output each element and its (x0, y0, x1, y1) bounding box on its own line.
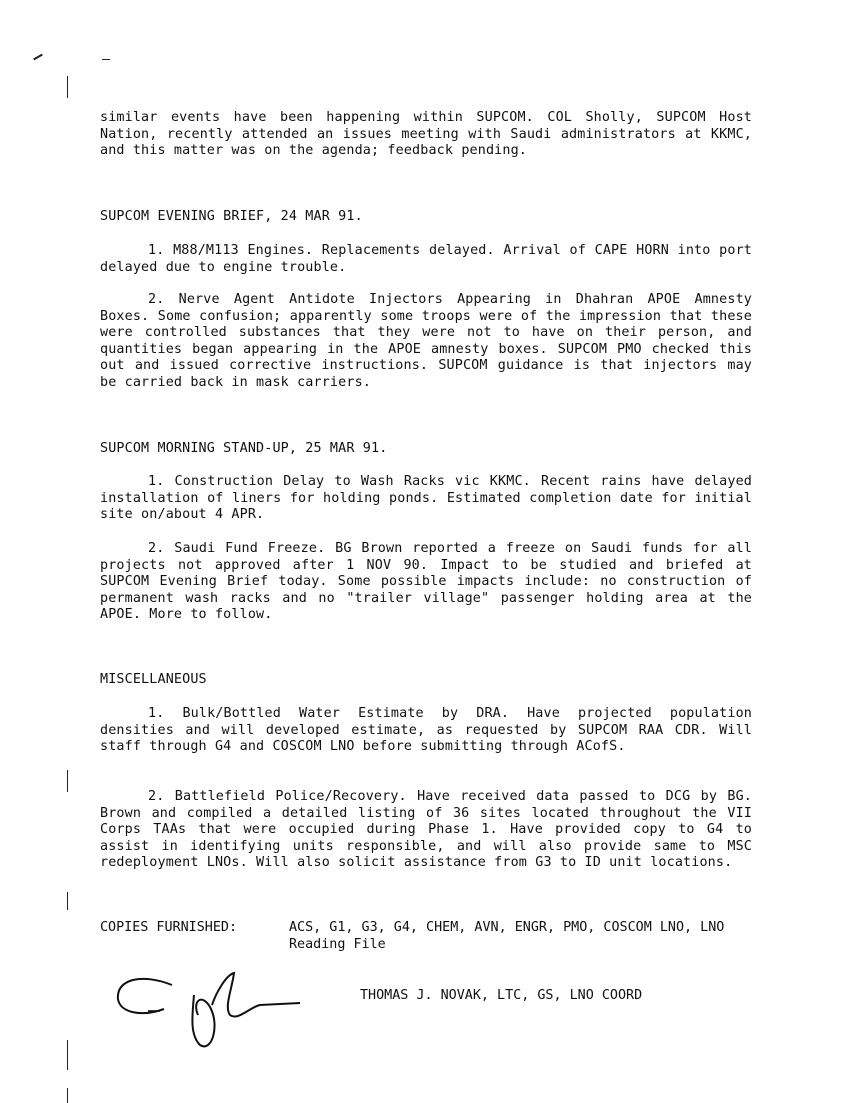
section-heading-morning-standup: SUPCOM MORNING STAND-UP, 25 MAR 91. (100, 441, 388, 456)
scan-mark (33, 54, 43, 61)
paragraph-wash-racks: 1. Construction Delay to Wash Racks vic KKMC. Recent rains have delayed installation of liners for holding ponds. Estimated completion date for initial site on/about 4 APR. (100, 474, 752, 523)
paragraph-engines: 1. M88/M113 Engines. Replacements delayed. Arrival of CAPE HORN into port delayed due to engine trouble. (100, 243, 752, 275)
scan-mark (102, 59, 110, 60)
handwritten-signature (112, 965, 302, 1055)
signature-name-line: THOMAS J. NOVAK, LTC, GS, LNO COORD (360, 988, 643, 1003)
margin-line (67, 1040, 68, 1070)
paragraph-water-estimate: 1. Bulk/Bottled Water Estimate by DRA. Have projected population densities and will developed estimate, as requested by SUPCOM RAA CDR. Will staff through G4 and COSCOM LNO before submitting through ACofS. (100, 706, 752, 755)
copies-furnished-label: COPIES FURNISHED: (100, 920, 238, 935)
section-heading-miscellaneous: MISCELLANEOUS (100, 672, 207, 687)
margin-line (67, 1088, 68, 1103)
margin-line (67, 76, 68, 98)
margin-line (67, 892, 68, 910)
section-heading-evening-brief: SUPCOM EVENING BRIEF, 24 MAR 91. (100, 209, 363, 224)
paragraph-battlefield-police: 2. Battlefield Police/Recovery. Have received data passed to DCG by BG. Brown and compiled a detailed listing of 36 sites located throughout the VII Corps TAAs that were occupied during Phase 1. Have provided copy to G4 to assist in identifying units responsible, and will also provide same to MSC redeployment LNOs. Will also solicit assistance from G3 to ID unit locations. (100, 789, 752, 871)
paragraph-fund-freeze: 2. Saudi Fund Freeze. BG Brown reported a freeze on Saudi funds for all projects not approved after 1 NOV 90. Impact to be studied and briefed at SUPCOM Evening Brief today. Some possible impacts include: no construction of permanent wash racks and no "trailer village" passenger holding area at the APOE. More to follow. (100, 541, 752, 623)
paragraph-continuation: similar events have been happening within SUPCOM. COL Sholly, SUPCOM Host Nation, recently attended an issues meeting with Saudi administrators at KKMC, and this matter was on the agenda; feedback pending. (100, 110, 752, 159)
margin-line (67, 770, 68, 792)
paragraph-nerve-agent: 2. Nerve Agent Antidote Injectors Appearing in Dhahran APOE Amnesty Boxes. Some confusion; apparently some troops were of the impression that these were controlled substances that they were not to have on their person, and quantities began appearing in the APOE amnesty boxes. SUPCOM PMO checked this out and issued corrective instructions. SUPCOM guidance is that injectors may be carried back in mask carriers. (100, 292, 752, 390)
copies-furnished-list: ACS, G1, G3, G4, CHEM, AVN, ENGR, PMO, COSCOM LNO, LNO Reading File (289, 920, 725, 952)
